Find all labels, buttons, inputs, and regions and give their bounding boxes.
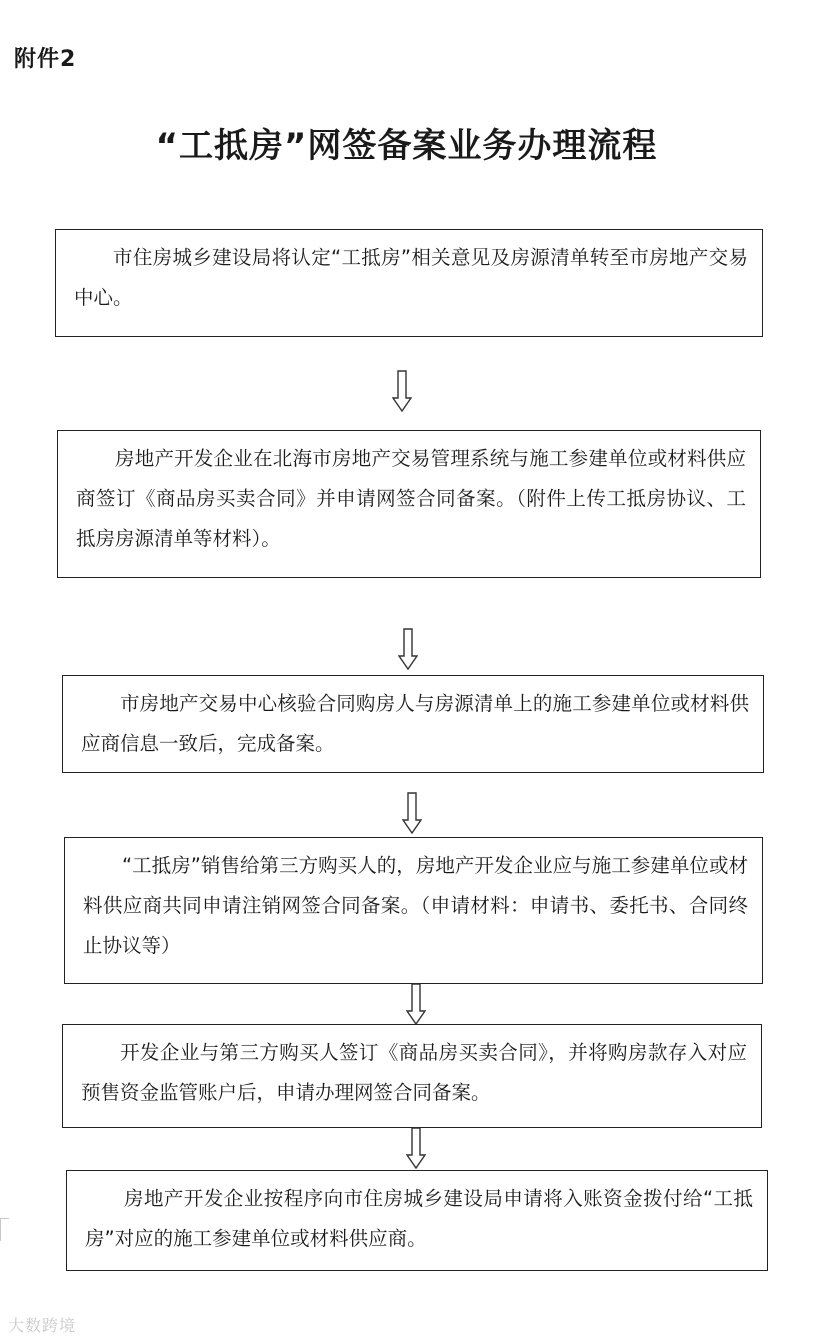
flow-step-3: 市房地产交易中心核验合同购房人与房源清单上的施工参建单位或材料供应商信息一致后，完成备案。 bbox=[62, 675, 764, 773]
down-arrow-icon bbox=[402, 792, 422, 834]
down-arrow-icon bbox=[406, 1127, 426, 1169]
down-arrow-icon bbox=[392, 370, 412, 412]
flow-step-4: “工抵房”销售给第三方购买人的，房地产开发企业应与施工参建单位或材料供应商共同申请注销网签合同备案。（申请材料：申请书、委托书、合同终止协议等） bbox=[64, 837, 763, 984]
down-arrow-icon bbox=[398, 628, 418, 670]
scan-edge-mark bbox=[0, 1218, 9, 1241]
flow-step-6: 房地产开发企业按程序向市住房城乡建设局申请将入账资金拨付给“工抵房”对应的施工参建单位或材料供应商。 bbox=[66, 1170, 768, 1271]
flow-step-5: 开发企业与第三方购买人签订《商品房买卖合同》，并将购房款存入对应预售资金监管账户后，申请办理网签合同备案。 bbox=[62, 1024, 762, 1128]
attachment-label: 附件2 bbox=[14, 47, 77, 72]
flow-step-1: 市住房城乡建设局将认定“工抵房”相关意见及房源清单转至市房地产交易中心。 bbox=[55, 229, 763, 337]
page-title: “工抵房”网签备案业务办理流程 bbox=[155, 126, 658, 166]
down-arrow-icon bbox=[406, 983, 426, 1025]
watermark: 大数跨境 bbox=[8, 1316, 77, 1335]
flow-step-2: 房地产开发企业在北海市房地产交易管理系统与施工参建单位或材料供应商签订《商品房买卖合同》并申请网签合同备案。（附件上传工抵房协议、工抵房房源清单等材料）。 bbox=[57, 430, 761, 578]
